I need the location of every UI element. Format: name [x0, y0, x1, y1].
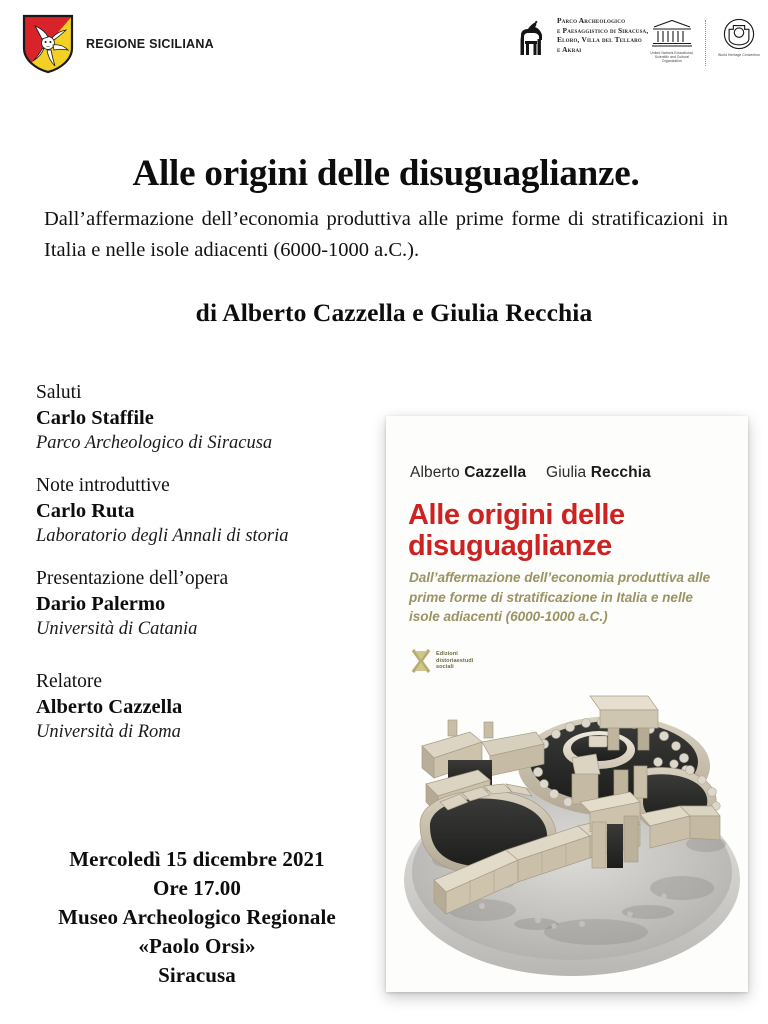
event-time: Ore 17.00 [153, 876, 241, 900]
speaker-name: Dario Palermo [36, 593, 166, 615]
cover-author-last-1: Cazzella [464, 464, 527, 481]
speakers-list [36, 380, 376, 745]
archaeological-park-logo-group [516, 16, 648, 59]
speaker-role: Saluti [36, 382, 82, 403]
poster-subtitle: Dall’affermazione dell’economia produttiva alle prime forme di stratificazioni in Italia e nelle isole adiacenti (6000-1000 a.C.). [44, 208, 728, 261]
parco-line-4: e Akrai [557, 44, 582, 54]
book-cover-subtitle: Dall’affermazione dell’economia produttiva alle prime forme di stratificazione in Italia e nelle isole adiacenti (6000-1000 a.C.) [409, 570, 711, 624]
speaker-name: Carlo Ruta [36, 500, 135, 522]
logo-divider [705, 20, 706, 66]
speaker-entry [36, 566, 376, 642]
book-cover-card [386, 416, 748, 992]
speaker-role: Presentazione dell’opera [36, 568, 229, 589]
event-venue-name: «Paolo Orsi» [138, 934, 256, 958]
speaker-entry [36, 473, 376, 549]
event-venue: Museo Archeologico Regionale [58, 905, 336, 929]
publisher-line-1: Edizioni [436, 651, 458, 658]
speaker-entry [36, 380, 376, 456]
parco-line-3: Eloro, Villa del Tellaro [557, 35, 642, 45]
speaker-name: Carlo Staffile [36, 407, 154, 429]
event-details [22, 845, 372, 990]
speaker-affiliation: Università di Roma [36, 722, 181, 742]
megalithic-stone-structure-illustration [386, 674, 748, 992]
world-heritage-logo-item [715, 18, 763, 57]
event-city: Siracusa [158, 963, 236, 987]
unesco-temple-icon [650, 18, 694, 48]
publisher-line-2: distoriaestudi [436, 657, 474, 664]
region-logo-group [22, 14, 214, 74]
parco-line-1: Parco Archeologico [557, 16, 626, 25]
unesco-logo-group [648, 18, 763, 66]
speaker-affiliation: Parco Archeologico di Siracusa [36, 433, 273, 453]
cover-author-first-1: Alberto [410, 464, 460, 481]
unesco-logo-item [648, 18, 696, 63]
archaeological-park-name [557, 16, 648, 54]
poster-authors: di Alberto Cazzella e Giulia Recchia [195, 298, 593, 327]
page-title: Alle origini delle disuguaglianze. [132, 153, 640, 194]
poster-header [0, 0, 768, 96]
speaker-name: Alberto Cazzella [36, 696, 183, 718]
event-date: Mercoledì 15 dicembre 2021 [69, 847, 325, 871]
hourglass-x-publisher-icon [410, 648, 432, 674]
cover-title-line-2: disuguaglianze [408, 530, 612, 562]
speaker-role: Note introduttive [36, 475, 170, 496]
cover-author-first-2: Giulia [546, 464, 587, 481]
world-heritage-caption: World Heritage Convention [717, 53, 761, 57]
cover-author-last-2: Recchia [590, 464, 651, 481]
sicilian-trinacria-shield-icon [22, 14, 74, 74]
cover-title-line-1: Alle origini delle [408, 499, 625, 531]
publisher-name [436, 651, 473, 670]
publisher-line-3: sociali [436, 664, 454, 671]
book-cover-title [408, 500, 728, 562]
region-label: REGIONE SICILIANA [86, 37, 214, 51]
speaker-entry [36, 669, 376, 745]
archaeological-park-horse-icon [516, 19, 550, 59]
world-heritage-emblem-icon [723, 18, 755, 50]
parco-line-2: e Paesaggistico di Siracusa, [557, 25, 649, 35]
speaker-role: Relatore [36, 671, 103, 692]
speaker-affiliation: Laboratorio degli Annali di storia [36, 526, 289, 546]
speaker-affiliation: Università di Catania [36, 619, 198, 639]
publisher-logo-group [410, 648, 473, 674]
poster-title-block [44, 152, 728, 266]
unesco-caption: United Nations Educational, Scientific and Cultural Organization [650, 51, 694, 64]
book-cover-authors [410, 464, 651, 482]
